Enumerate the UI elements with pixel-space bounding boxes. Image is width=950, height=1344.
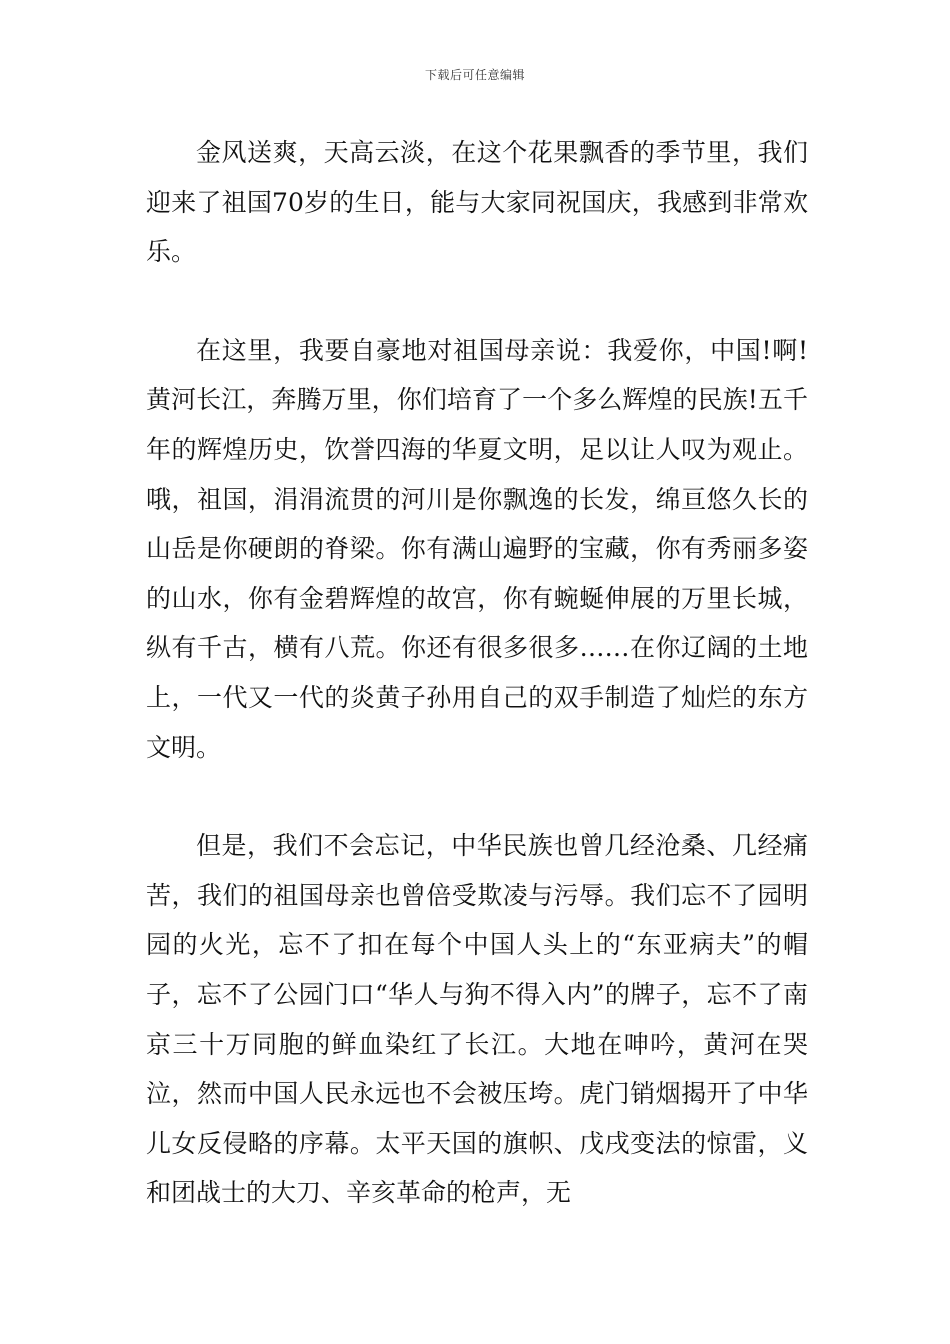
paragraph-3: 但是，我们不会忘记，中华民族也曾几经沧桑、几经痛苦，我们的祖国母亲也曾倍受欺凌与污辱。我们忘不了园明园的火光，忘不了扣在每个中国人头上的“东亚病夫”的帽子，忘不了公园门口“华人与狗不得入内”的牌子，忘不了南京三十万同胞的鲜血染红了长江。大地在呻吟，黄河在哭泣，然而中国人民永远也不会被压垮。虎门销烟揭开了中华儿女反侵略的序幕。太平天国的旗帜、戊戌变法的惊雷，义和团战士的大刀、辛亥革命的枪声，无: [146, 831, 808, 1208]
header-note: 下载后可任意编辑: [424, 68, 525, 82]
paragraph-2: 在这里，我要自豪地对祖国母亲说：我爱你，中国!啊!黄河长江，奔腾万里，你们培育了一个多么辉煌的民族!五千年的辉煌历史，饮誉四海的华夏文明，足以让人叹为观止。哦，祖国，涓涓流贯的河川是你飘逸的长发，绵亘悠久长的山岳是你硬朗的脊梁。你有满山遍野的宝藏，你有秀丽多姿的山水，你有金碧辉煌的故宫，你有蜿蜒伸展的万里长城，纵有千古，横有八荒。你还有很多很多……在你辽阔的土地上，一代又一代的炎黄子孙用自己的双手制造了灿烂的东方文明。: [146, 335, 808, 762]
paragraph-1: 金风送爽，天高云淡，在这个花果飘香的季节里，我们迎来了祖国70岁的生日，能与大家同祝国庆，我感到非常欢乐。: [146, 138, 808, 267]
document-body: [146, 128, 808, 1218]
